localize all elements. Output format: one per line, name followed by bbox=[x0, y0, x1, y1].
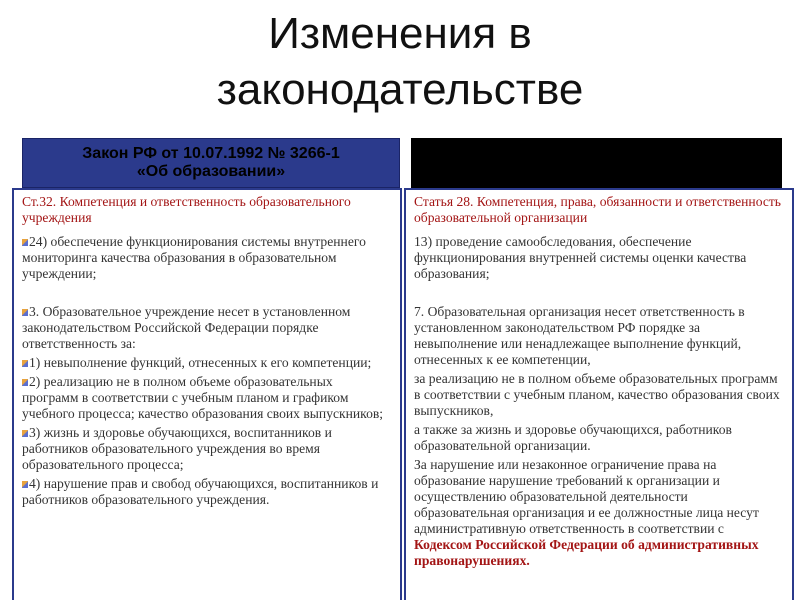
left-header-line2: «Об образовании» bbox=[136, 163, 286, 180]
left-paragraph-2: 3. Образовательное учреждение несет в установленном законодательством Российской Федерации порядке ответственность за: bbox=[22, 304, 351, 351]
left-header-line1: Закон РФ от 10.07.1992 № 3266-1 bbox=[82, 145, 340, 162]
right-paragraph-1: 13) проведение самообследования, обеспечение функционирования внутренней системы оценки качества образования; bbox=[414, 234, 747, 281]
left-paragraph-4: 2) реализацию не в полном объеме образовательных программ в соответствии с учебным планом и графиком учебного процесса; качество образования своих выпускников; bbox=[22, 374, 384, 421]
slide-title-line2: законодательстве bbox=[216, 65, 584, 114]
left-column bbox=[12, 188, 402, 600]
bullet-icon bbox=[22, 481, 28, 488]
left-paragraph-6: 4) нарушение прав и свобод обучающихся, воспитанников и работников образовательного учреждения. bbox=[22, 476, 379, 507]
left-paragraph-5: 3) жизнь и здоровье обучающихся, воспитанников и работников образовательного учреждения во время образовательного процесса; bbox=[22, 425, 332, 472]
right-column bbox=[404, 188, 794, 600]
right-paragraph-4: а также за жизнь и здоровье обучающихся, работников образовательной организации. bbox=[414, 422, 732, 453]
right-paragraph-3: за реализацию не в полном объеме образовательных программ в соответствии с учебным планом, качество образования своих выпускников, bbox=[414, 371, 780, 418]
bullet-icon bbox=[22, 360, 28, 367]
left-paragraph-3: 1) невыполнение функций, отнесенных к его компетенции; bbox=[22, 355, 392, 371]
left-article-title: Ст.32. Компетенция и ответственность образовательного учреждения bbox=[22, 194, 351, 225]
right-article-title: Статья 28. Компетенция, права, обязанности и ответственность образовательной организации bbox=[414, 194, 781, 225]
left-column-header bbox=[22, 138, 400, 188]
left-paragraph-1: 24) обеспечение функционирования системы внутреннего мониторинга качества образования в образовательном учреждении; bbox=[22, 234, 366, 281]
slide-title-line1: Изменения в bbox=[268, 9, 532, 58]
bullet-icon bbox=[22, 309, 28, 316]
bullet-icon bbox=[22, 239, 28, 246]
right-column-header bbox=[411, 138, 782, 188]
slide-title bbox=[0, 6, 800, 118]
code-reference: Кодексом Российской Федерации об административных правонарушениях. bbox=[414, 537, 759, 568]
bullet-icon bbox=[22, 430, 28, 437]
right-paragraph-2: 7. Образовательная организация несет ответственность в установленном законодательством РФ порядке за невыполнение или ненадлежащее выполнение функций, отнесенных к ее компетенции, bbox=[414, 304, 745, 367]
bullet-icon bbox=[22, 379, 28, 386]
right-paragraph-5: За нарушение или незаконное ограничение права на образование нарушение требований к организации и осуществлению образовательной деятельности образовательная организация и ее должностные лица несут административную ответственность в соответствии с Кодексом Российской Федерации об административных правонарушениях. bbox=[414, 457, 759, 568]
